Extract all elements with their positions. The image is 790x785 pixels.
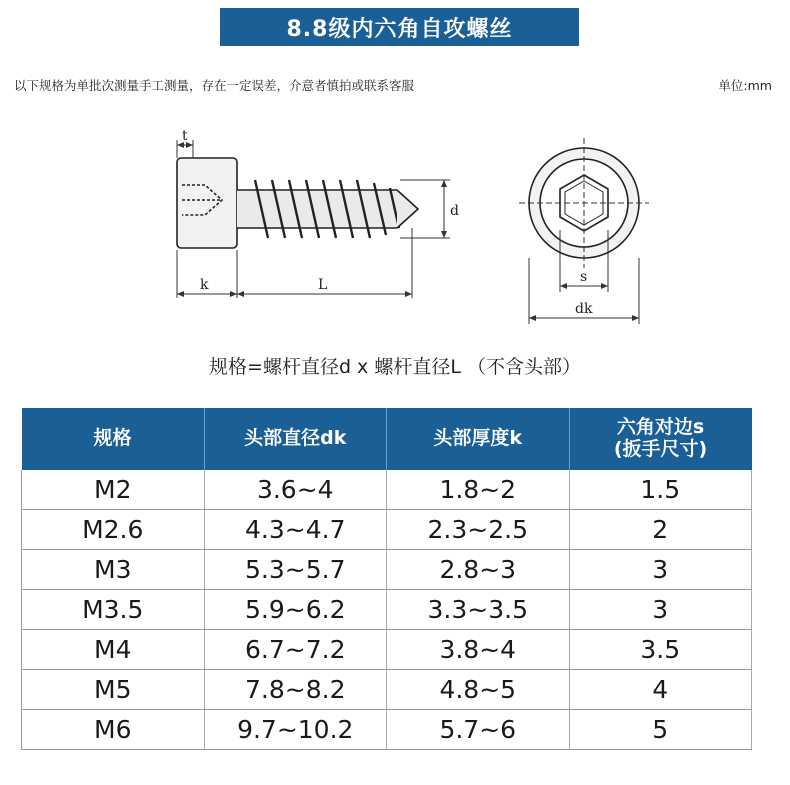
cell-dk: 5.3~5.7 bbox=[204, 550, 387, 590]
cell-k: 4.8~5 bbox=[387, 670, 570, 710]
cell-k: 5.7~6 bbox=[387, 710, 570, 750]
cell-dk: 5.9~6.2 bbox=[204, 590, 387, 630]
cell-s: 4 bbox=[569, 670, 752, 710]
label-s: s bbox=[580, 269, 588, 285]
table-row bbox=[22, 510, 752, 550]
screw-technical-drawing bbox=[0, 0, 790, 345]
cell-spec: M3 bbox=[22, 550, 205, 590]
table-row bbox=[22, 550, 752, 590]
cell-spec: M6 bbox=[22, 710, 205, 750]
cell-s: 3 bbox=[569, 590, 752, 630]
label-t: t bbox=[182, 128, 188, 144]
cell-spec: M2 bbox=[22, 470, 205, 510]
cell-dk: 9.7~10.2 bbox=[204, 710, 387, 750]
screw-side-view bbox=[177, 158, 418, 248]
cell-k: 3.8~4 bbox=[387, 630, 570, 670]
label-dk: dk bbox=[575, 301, 593, 317]
page-title: 8.8级内六角自攻螺丝 bbox=[220, 8, 579, 46]
cell-dk: 3.6~4 bbox=[204, 470, 387, 510]
cell-k: 2.8~3 bbox=[387, 550, 570, 590]
cell-spec: M2.6 bbox=[22, 510, 205, 550]
measurement-note: 以下规格为单批次测量手工测量，存在一定误差，介意者慎拍或联系客服 bbox=[14, 78, 415, 93]
cell-dk: 7.8~8.2 bbox=[204, 670, 387, 710]
cell-spec: M4 bbox=[22, 630, 205, 670]
cell-dk: 6.7~7.2 bbox=[204, 630, 387, 670]
cell-spec: M5 bbox=[22, 670, 205, 710]
table-row bbox=[22, 590, 752, 630]
header-spec: 规格 bbox=[22, 408, 205, 470]
spec-formula: 规格=螺杆直径d x 螺杆直径L （不含头部） bbox=[209, 356, 581, 378]
cell-s: 3 bbox=[569, 550, 752, 590]
header-head-thickness: 头部厚度k bbox=[387, 408, 570, 470]
cell-k: 3.3~3.5 bbox=[387, 590, 570, 630]
label-d: d bbox=[450, 203, 459, 219]
cell-s: 5 bbox=[569, 710, 752, 750]
cell-spec: M3.5 bbox=[22, 590, 205, 630]
table-row bbox=[22, 470, 752, 510]
header-head-diameter: 头部直径dk bbox=[204, 408, 387, 470]
label-k: k bbox=[200, 277, 209, 293]
label-L: L bbox=[318, 277, 328, 293]
cell-k: 1.8~2 bbox=[387, 470, 570, 510]
table-row bbox=[22, 710, 752, 750]
table-row bbox=[22, 670, 752, 710]
unit-label: 单位:mm bbox=[718, 78, 772, 93]
cell-k: 2.3~2.5 bbox=[387, 510, 570, 550]
cell-dk: 4.3~4.7 bbox=[204, 510, 387, 550]
header-hex-size: 六角对边s (扳手尺寸) bbox=[569, 408, 752, 470]
cell-s: 3.5 bbox=[569, 630, 752, 670]
cell-s: 2 bbox=[569, 510, 752, 550]
spec-table bbox=[21, 408, 752, 750]
table-row bbox=[22, 630, 752, 670]
table-header-row bbox=[22, 408, 752, 470]
cell-s: 1.5 bbox=[569, 470, 752, 510]
